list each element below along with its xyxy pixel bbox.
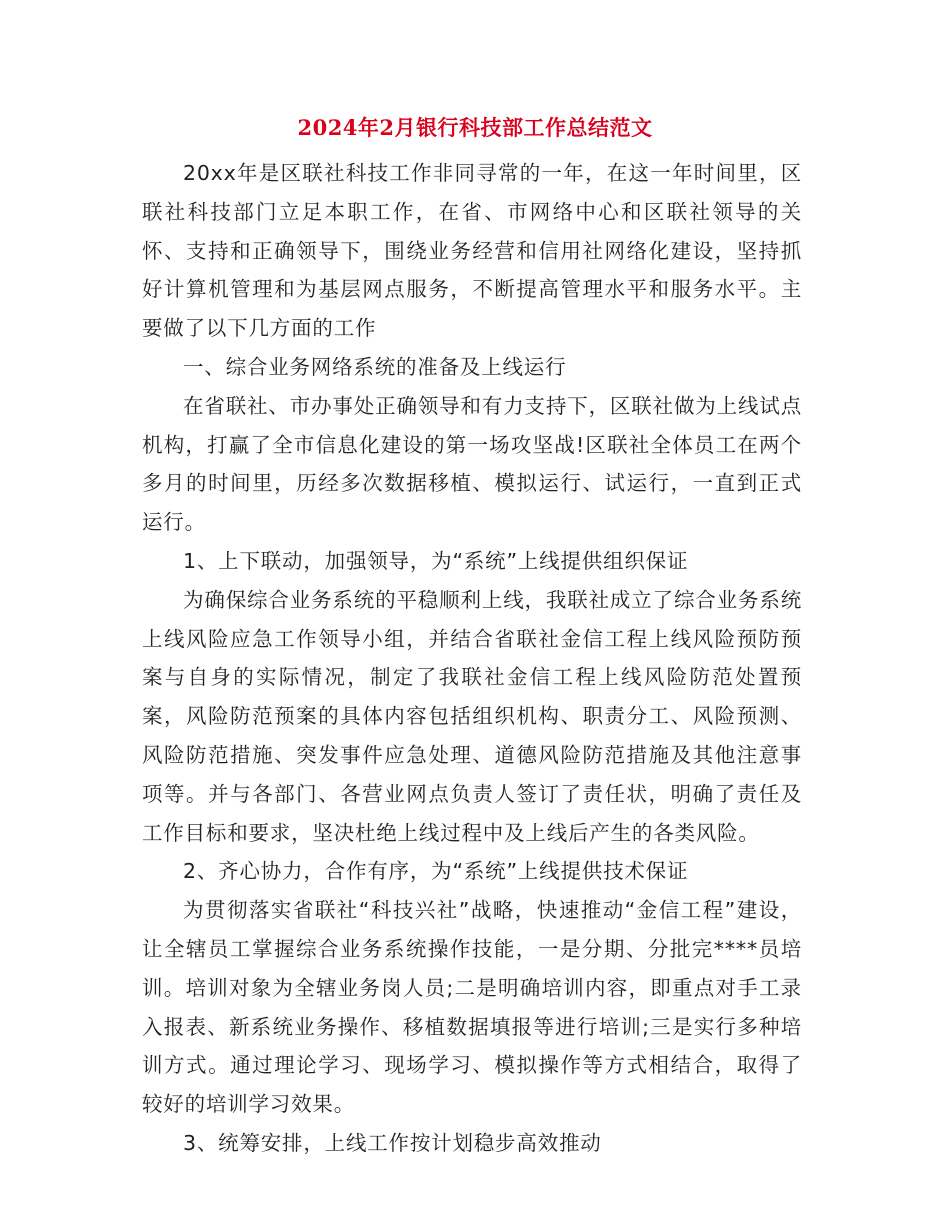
subheading-3: 3、统筹安排，上线工作按计划稳步高效推动 [183,1130,602,1155]
paragraph-section-1: 在省联社、市办事处正确领导和有力支持下，区联社做为上线试点机构，打赢了全市信息化建设的第一场攻坚战!区联社全体员工在两个多月的时间里，历经多次数据移植、模拟运行、试运行，一直到正式运行。 [142,393,802,535]
subheading-1: 1、上下联动，加强领导，为“系统”上线提供组织保证 [183,548,689,573]
subheading-2: 2、齐心协力，合作有序，为“系统”上线提供技术保证 [183,859,689,884]
paragraph-intro: 20xx年是区联社科技工作非同寻常的一年，在这一年时间里，区联社科技部门立足本职工作，在省、市网络中心和区联社领导的关怀、支持和正确领导下，围绕业务经营和信用社网络化建设，坚持抓好计算机管理和为基层网点服务，不断提高管理水平和服务水平。主要做了以下几方面的工作 [142,161,802,341]
document-body [142,154,802,1163]
paragraph-subheading-1: 为确保综合业务系统的平稳顺利上线，我联社成立了综合业务系统上线风险应急工作领导小组，并结合省联社金信工程上线风险预防预案与自身的实际情况，制定了我联社金信工程上线风险防范处置预案，风险防范预案的具体内容包括组织机构、职责分工、风险预测、风险防范措施、突发事件应急处理、道德风险防范措施及其他注意事项等。并与各部门、各营业网点负责人签订了责任状，明确了责任及工作目标和要求，坚决杜绝上线过程中及上线后产生的各类风险。 [142,587,802,845]
document-title: 2024年2月银行科技部工作总结范文 [297,115,653,140]
section-heading-1: 一、综合业务网络系统的准备及上线运行 [183,354,567,379]
paragraph-subheading-2: 为贯彻落实省联社“科技兴社”战略，快速推动“金信工程”建设，让全辖员工掌握综合业务系统操作技能，一是分期、分批完****员培训。培训对象为全辖业务岗人员;二是明确培训内容，即重点对手工录入报表、新系统业务操作、移植数据填报等进行培训;三是实行多种培训方式。通过理论学习、现场学习、模拟操作等方式相结合，取得了较好的培训学习效果。 [142,898,802,1117]
